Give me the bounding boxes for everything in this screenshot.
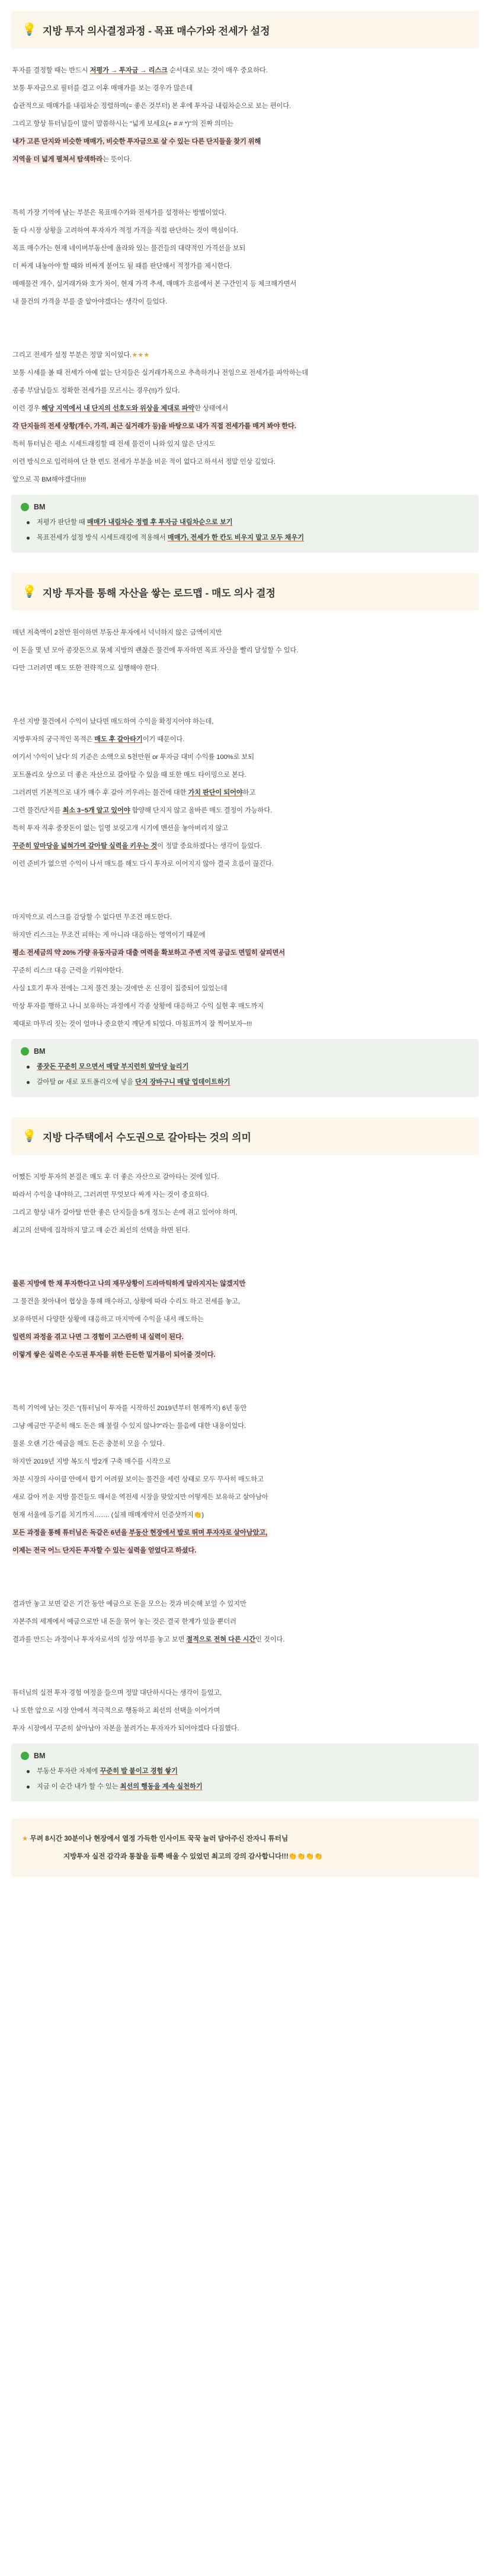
section-header — [11, 1117, 479, 1155]
paragraph — [12, 1488, 479, 1506]
paragraph — [12, 926, 479, 944]
paragraph — [12, 1524, 479, 1542]
text-run: 보통 투자금으로 필터를 걸고 이후 매매가를 보는 경우가 많은데 — [12, 85, 193, 92]
paragraph — [12, 1435, 479, 1453]
text-run: 제대로 마무리 짓는 것이 얼마나 중요한지 깨닫게 되었다. 마침표까지 잘 찍어보자~!!! — [12, 1021, 252, 1028]
blank-line — [12, 677, 479, 695]
bm-bullet-item — [21, 1779, 468, 1794]
closing-text-2: 지방투자 실전 감각과 통찰을 듬뿍 배울 수 있었던 최고의 강의 감사합니다!!! — [63, 1853, 289, 1860]
bm-bullet-text — [37, 530, 304, 546]
section-body — [11, 62, 479, 489]
paragraph — [12, 1684, 479, 1702]
blank-line — [12, 1560, 479, 1577]
bm-bullet-item — [21, 1059, 468, 1075]
paragraph — [12, 1453, 479, 1471]
paragraph — [12, 908, 479, 926]
bm-heading — [21, 1047, 468, 1056]
bm-callout — [11, 1743, 479, 1802]
paragraph — [12, 97, 479, 115]
text-run: 한 상태에서 — [194, 405, 229, 412]
text-run: 더 싸게 내놓아야 할 때와 비싸게 붙어도 될 때를 판단해서 적정가를 제시한다. — [12, 263, 232, 270]
lightbulb-icon: 💡 — [22, 1130, 37, 1143]
text-run: 그리고 항상 내가 갈아탈 만한 좋은 단지들을 5개 정도는 손에 쥐고 있어야 하며, — [12, 1209, 238, 1216]
paragraph — [12, 837, 479, 855]
bm-heading — [21, 503, 468, 511]
lightbulb-icon: 💡 — [22, 585, 37, 598]
blank-line — [12, 1239, 479, 1257]
text-run: 그리고 항상 튜터님들이 많이 말씀하시는 "넓게 보세요(+ # # *)"의 진짜 의미는 — [12, 120, 234, 127]
paragraph — [12, 346, 479, 364]
emphasized-text: 일련의 과정을 겪고 나면 그 경험이 고스란히 내 실력이 된다. — [12, 1334, 184, 1341]
text-run: 마지막으로 리스크를 감당할 수 없다면 무조건 매도한다. — [12, 914, 172, 921]
paragraph — [12, 453, 479, 471]
paragraph — [12, 400, 479, 417]
paragraph — [12, 133, 479, 151]
text-run: 이런 방식으로 입력하여 단 한 번도 전세가 부분을 비운 적이 없다고 하셔서 정말 인상 깊었다. — [12, 458, 276, 466]
emphasized-text: 절적으로 전혀 다른 시간 — [186, 1636, 256, 1643]
paragraph — [12, 1613, 479, 1631]
text-run: 나 또한 앞으로 시장 안에서 적극적으로 행동하고 최선의 선택을 이어가며 — [12, 1707, 220, 1714]
emphasized-text: 매매가 내림차순 정렬 후 투자금 내림차순으로 보기 — [87, 519, 233, 526]
blank-line — [12, 1257, 479, 1275]
blank-line — [12, 1666, 479, 1684]
section-header — [11, 11, 479, 49]
text-run: 그리고 전세가 설정 부분은 정말 치이었다. — [12, 352, 132, 359]
closing-callout — [11, 1818, 479, 1877]
paragraph — [12, 784, 479, 802]
paragraph — [12, 1275, 479, 1293]
paragraph — [12, 980, 479, 997]
green-circle-icon — [21, 1752, 29, 1760]
emphasized-text: 종잣돈 꾸준히 모으면서 매달 부지런히 앞마당 늘리기 — [37, 1063, 189, 1070]
paragraph — [12, 471, 479, 489]
paragraph — [12, 79, 479, 97]
blank-line — [12, 873, 479, 891]
star-icon: ★ — [22, 1835, 28, 1842]
paragraph — [12, 1471, 479, 1488]
text-run: 투자를 결정할 때는 반드시 — [12, 67, 90, 74]
emphasized-text: 매도 후 갈아타기 — [94, 736, 143, 743]
paragraph — [12, 1595, 479, 1613]
paragraph — [12, 275, 479, 293]
applause-icon: 👏👏👏👏 — [288, 1853, 323, 1860]
paragraph — [12, 435, 479, 453]
emphasized-text: 꾸준히 앞마당을 넓혀가며 갈아탈 실력을 키우는 것 — [12, 843, 158, 850]
text-run: 갈아탈 or 새로 포트폴리오에 넣을 — [37, 1079, 135, 1086]
emphasized-text: 부동산 현장에서 발로 뛰며 투자자로 살아남았고, — [129, 1529, 268, 1536]
bm-bullet-item — [21, 1075, 468, 1090]
text-run: 그런 물건/단지를 — [12, 807, 63, 814]
text-run: 지금 이 순간 내가 할 수 있는 — [37, 1783, 120, 1790]
paragraph — [12, 364, 479, 382]
text-run: 그 물건을 찾아내어 협상을 통해 매수하고, 상황에 따라 수리도 하고 전세를 놓고, — [12, 1298, 240, 1305]
paragraph — [12, 151, 479, 168]
text-run: 특히 투자 직후 중잣돈이 없는 일명 보릿고개 시기에 멘션을 놓아버리지 않고 — [12, 825, 229, 832]
content-section — [11, 1117, 479, 1802]
text-run: 순서대로 보는 것이 매우 중요하다. — [167, 67, 268, 74]
paragraph — [12, 802, 479, 820]
text-run: 돌 다 시장 상황을 고려하여 투자자가 적정 가격을 직접 판단하는 것이 핵심이다. — [12, 227, 238, 234]
text-run: 새로 갈아 끼운 지방 물건들도 매서운 역전세 시장을 맞았지만 어떻게든 보유하고 살아남아 — [12, 1494, 268, 1501]
paragraph — [12, 382, 479, 400]
emphasized-text: 👏 — [193, 1512, 202, 1519]
paragraph — [12, 1186, 479, 1204]
blank-line — [12, 1649, 479, 1666]
text-run: 저평가 판단할 때 — [37, 519, 87, 526]
text-run: 는 뜻이다. — [103, 156, 132, 163]
section-header — [11, 573, 479, 611]
text-run: 막상 투자를 행하고 나니 보유하는 과정에서 각종 상황에 대응하고 수익 실현 후 매도까지 — [12, 1003, 264, 1010]
green-circle-icon — [21, 1047, 29, 1056]
paragraph — [12, 1417, 479, 1435]
text-run: 특히 가장 기억에 남는 부분은 목표매수가와 전세가를 설정하는 방법이었다. — [12, 209, 226, 216]
emphasized-text: 저평가 → 투자금 → 리스크 — [89, 67, 168, 74]
paragraph — [12, 855, 479, 873]
paragraph — [12, 417, 479, 435]
section-title: 지방 다주택에서 수도권으로 갈아타는 것의 의미 — [42, 1131, 251, 1143]
text-run: 어쨌든 지방 투자의 본질은 매도 후 더 좋은 자산으로 갈아타는 것에 있다. — [12, 1174, 219, 1181]
text-run: 다만 그러려면 매도 또한 전략적으로 실행해야 한다. — [12, 665, 159, 672]
paragraph — [12, 944, 479, 962]
paragraph — [12, 624, 479, 642]
text-run: 지방투자의 궁극적인 목적은 — [12, 736, 95, 743]
text-run: 사실 1호기 투자 전에는 그저 물건 찾는 것에만 온 신경이 집중되어 있었는데 — [12, 985, 228, 992]
paragraph — [12, 642, 479, 659]
text-run: 투자 시장에서 꾸준히 살아남아 자본을 불려가는 투자자가 되어야겠다 다짐했다. — [12, 1725, 239, 1732]
paragraph — [12, 257, 479, 275]
paragraph — [12, 1168, 479, 1186]
text-run: 결과만 놓고 보면 같은 기간 동안 예금으로 돈을 모으는 것과 비슷해 보일 수 있지만 — [12, 1601, 246, 1608]
paragraph — [12, 962, 479, 980]
section-title: 지방 투자 의사결정과정 - 목표 매수가와 전세가 설정 — [42, 25, 270, 37]
paragraph — [12, 1506, 479, 1524]
paragraph — [12, 1720, 479, 1737]
paragraph — [12, 240, 479, 257]
emphasized-text: 평소 전세금의 약 20% 가량 유동자금과 대출 여력을 확보하고 주변 지역 공급도 면밀히 살피면서 — [12, 949, 286, 957]
emphasized-text: 단지 장바구니 매달 업데이트하기 — [134, 1079, 230, 1086]
text-run: 보통 시세를 볼 때 전세가 아예 없는 단지들은 실거래가목으로 추측하거나 전임으로 전세가를 파악하는데 — [12, 369, 309, 377]
emphasized-text: 내가 고른 단지와 비슷한 매매가, 비슷한 투자금으로 살 수 있는 다른 단지들을 찾기 위해 — [12, 138, 261, 145]
text-run: 매년 저축액이 2천만 원이하면 부동산 투자에서 넉넉하지 않은 금액이지만 — [12, 629, 222, 636]
text-run: 앞으로 꼭 BM해야겠다!!!!! — [12, 476, 87, 483]
emphasized-text: 최선의 행동을 계속 실천하기 — [120, 1783, 203, 1790]
text-run: 우선 지방 물건에서 수익이 났다면 매도하여 수익을 확정지어야 하는데, — [12, 718, 214, 725]
emphasized-text: 해당 지역에서 내 단지의 선호도와 위상을 제대로 파악 — [41, 405, 195, 412]
text-run: 부동산 투자란 자체에 — [37, 1768, 100, 1775]
paragraph — [12, 820, 479, 837]
text-run: 인 것이다. — [255, 1636, 285, 1643]
text-run: 그러려면 기본적으로 내가 매수 후 갈아 끼우려는 물건에 대한 — [12, 789, 188, 796]
emphasized-text: 가치 판단이 되어야 — [188, 789, 243, 796]
emphasized-text: ★★★ — [132, 352, 150, 359]
text-run: 하지만 2019년 지방 복도식 방2개 구축 매수를 시작으로 — [12, 1458, 171, 1465]
paragraph — [12, 1542, 479, 1560]
bm-bullet-text — [37, 1075, 230, 1090]
notion-page — [11, 11, 479, 1877]
emphasized-text: 매매가, 전세가 한 칸도 비우지 말고 모두 채우기 — [167, 534, 305, 541]
bm-title-text: BM — [34, 1047, 46, 1056]
section-title: 지방 투자를 통해 자산을 쌓는 로드맵 - 매도 의사 결정 — [42, 587, 276, 599]
paragraph — [12, 766, 479, 784]
text-run: 포트폴리오 상으로 더 좋은 자산으로 갈아탈 수 있을 때 또한 매도 타이밍으로 본다. — [12, 771, 246, 779]
text-run: 이 돈을 몇 년 모아 종잣돈으로 묶체 지방의 괜찮은 물건에 투자하면 목표 자산을 빨리 달성할 수 있다. — [12, 647, 299, 654]
emphasized-text: 이렇게 쌓은 실력은 수도권 투자를 위한 든든한 밑거름이 되어줄 것이다. — [12, 1351, 216, 1359]
paragraph — [12, 115, 479, 133]
text-run: 특히 기억에 남는 것은 "(튜터님이 투자를 시작하신 2019년부터 현재까지) 6년 동안 — [12, 1405, 247, 1412]
paragraph — [12, 1222, 479, 1239]
blank-line — [12, 329, 479, 346]
emphasized-text: 지역을 더 넓게 펼쳐서 탐색하라 — [12, 156, 103, 163]
paragraph — [12, 204, 479, 222]
paragraph — [12, 659, 479, 677]
text-run: 종종 부담님들도 정확한 전세가를 모르시는 경우(!!)가 있다. — [12, 387, 180, 394]
text-run: 따라서 수익을 내야하고, 그러려면 무엇보다 싸게 사는 것이 중요하다. — [12, 1191, 209, 1198]
paragraph — [12, 1399, 479, 1417]
content-section — [11, 573, 479, 1097]
closing-line-2 — [22, 1848, 468, 1866]
paragraph — [12, 1702, 479, 1720]
bm-bullet-text — [37, 1059, 188, 1075]
paragraph — [12, 62, 479, 79]
paragraph — [12, 1328, 479, 1346]
text-run: 함양해 단지지 않고 올바른 매도 결정이 가능하다. — [130, 807, 273, 814]
text-run: 이런 경우 — [12, 405, 42, 412]
text-run: 이기 때문이다. — [142, 736, 185, 743]
bm-heading — [21, 1752, 468, 1760]
text-run: ) — [201, 1512, 204, 1519]
text-run: 매매물건 개수, 실거래가와 호가 차이, 현재 가격 추세, 매매가 흐름에서 본 구간인지 등 체크해가면서 — [12, 280, 297, 288]
emphasized-text: 모든 과정을 통해 튜터님은 독같은 6년을 — [12, 1529, 129, 1536]
emphasized-text: 각 단지들의 전세 상황(개수, 가격, 최근 실거래가 등)을 바탕으로 내가 직접 전세가를 매겨 봐야 한다. — [12, 423, 296, 430]
bm-bullet-item — [21, 1764, 468, 1779]
paragraph — [12, 1631, 479, 1649]
paragraph — [12, 1293, 479, 1311]
blank-line — [12, 891, 479, 908]
bm-bullet-text — [37, 1779, 203, 1794]
text-run: 목표전세가 설정 방식 시세트래킹에 적용해서 — [37, 534, 168, 541]
text-run: 그냥 예금만 꾸준히 해도 돈은 왜 불릴 수 있지 않냐?"라는 물음에 대한 내용이었다. — [12, 1423, 246, 1430]
paragraph — [12, 293, 479, 311]
text-run: 차분 시장의 사이클 안에서 합기 어려웠 보이는 물건을 세런 상태로 모두 무사히 매도하고 — [12, 1476, 264, 1483]
text-run: 이 정말 중요하겠다는 생각이 들었다. — [157, 843, 262, 850]
paragraph — [12, 1204, 479, 1222]
text-run: 목표 매수가는 현재 네이버부동산에 올라와 있는 물건들의 대략적인 가격선을 보되 — [12, 245, 246, 252]
closing-line-1 — [22, 1830, 468, 1848]
paragraph — [12, 1015, 479, 1033]
text-run: 하지만 리스크는 무조건 피하는 게 아니라 대응하는 영역이기 때문에 — [12, 932, 206, 939]
text-run: 튜터님의 실전 투자 경험 여정을 들으며 정말 대단하시다는 생각이 들었고, — [12, 1689, 222, 1697]
blank-line — [12, 1577, 479, 1595]
bm-bullet-text — [37, 515, 233, 530]
emphasized-text: 최소 3~5개 알고 있어야 — [62, 807, 130, 814]
section-body — [11, 624, 479, 1033]
text-run: 여기서 '수익이 났다' 의 기준은 소액으로 5천만원 or 투자금 대비 수익률 100%로 보되 — [12, 754, 255, 761]
text-run: 꾸준히 리스크 대응 근력을 키워야한다. — [12, 967, 124, 974]
bm-bullet-item — [21, 515, 468, 530]
text-run: 결과를 만드는 과정이나 투자자로서의 성장 여부를 놓고 보면 — [12, 1636, 187, 1643]
text-run: 자본주의 세계에서 예금으로만 내 돈을 묶어 놓는 것은 결국 한계가 있을 뿐더러 — [12, 1618, 236, 1625]
text-run: 최고의 선택에 집착하지 말고 매 순간 최선의 선택을 하면 된다. — [12, 1227, 190, 1234]
blank-line — [12, 311, 479, 329]
bm-callout — [11, 495, 479, 553]
green-circle-icon — [21, 503, 29, 511]
blank-line — [12, 186, 479, 204]
paragraph — [12, 997, 479, 1015]
content-section — [11, 11, 479, 553]
emphasized-text: 이제는 전국 어느 단지든 투자할 수 있는 실력을 얻었다고 하셨다. — [12, 1547, 197, 1554]
section-body — [11, 1168, 479, 1737]
paragraph — [12, 222, 479, 240]
text-run: 현재 서울에 등기를 치기까지……. (실제 매매계약서 인증샷까지 — [12, 1512, 194, 1519]
bm-bullet-item — [21, 530, 468, 546]
blank-line — [12, 168, 479, 186]
blank-line — [12, 695, 479, 713]
emphasized-text: 물론 지방에 한 채 투자한다고 나의 재무상황이 드라마틱하게 달라지지는 않겠지만 — [12, 1280, 246, 1287]
blank-line — [12, 1382, 479, 1399]
bm-bullet-text — [37, 1764, 178, 1779]
blank-line — [12, 1364, 479, 1382]
paragraph — [12, 1346, 479, 1364]
bm-callout — [11, 1039, 479, 1097]
bm-title-text: BM — [34, 1752, 46, 1760]
text-run: 보유하면서 다양한 상황에 대응하고 마지막에 수익을 내서 매도하는 — [12, 1316, 204, 1323]
paragraph — [12, 713, 479, 731]
bm-title-text: BM — [34, 503, 46, 511]
paragraph — [12, 731, 479, 748]
paragraph — [12, 1311, 479, 1328]
text-run: 하고 — [242, 789, 256, 796]
paragraph — [12, 748, 479, 766]
text-run: 내 물건의 가격을 부를 줄 알아야겠다는 생각이 들었다. — [12, 298, 168, 305]
lightbulb-icon: 💡 — [22, 23, 37, 36]
closing-text-1: 무려 8시간 30분이나 현장에서 열정 가득한 인사이트 꾹꾹 눌러 담아주신 잔자니 튜터님 — [30, 1835, 289, 1842]
text-run: 물론 오랜 기간 예금을 해도 돈은 충분히 모을 수 있다. — [12, 1440, 165, 1448]
text-run: 특히 튜터님은 평소 시세트래킹할 때 전세 물건이 나와 있지 않은 단지도 — [12, 441, 216, 448]
text-run: 이런 준비가 없으면 수익이 나서 매도를 해도 다시 투자로 이어지지 않아 결국 흐름이 끊긴다. — [12, 860, 274, 868]
text-run: 습관적으로 매매가를 내림차순 정렬하며(= 좋은 것부터) 본 후에 투자금 내림차순으로 보는 편이다. — [12, 103, 292, 110]
emphasized-text: 꾸준히 발 붙이고 경험 쌓기 — [100, 1768, 178, 1775]
